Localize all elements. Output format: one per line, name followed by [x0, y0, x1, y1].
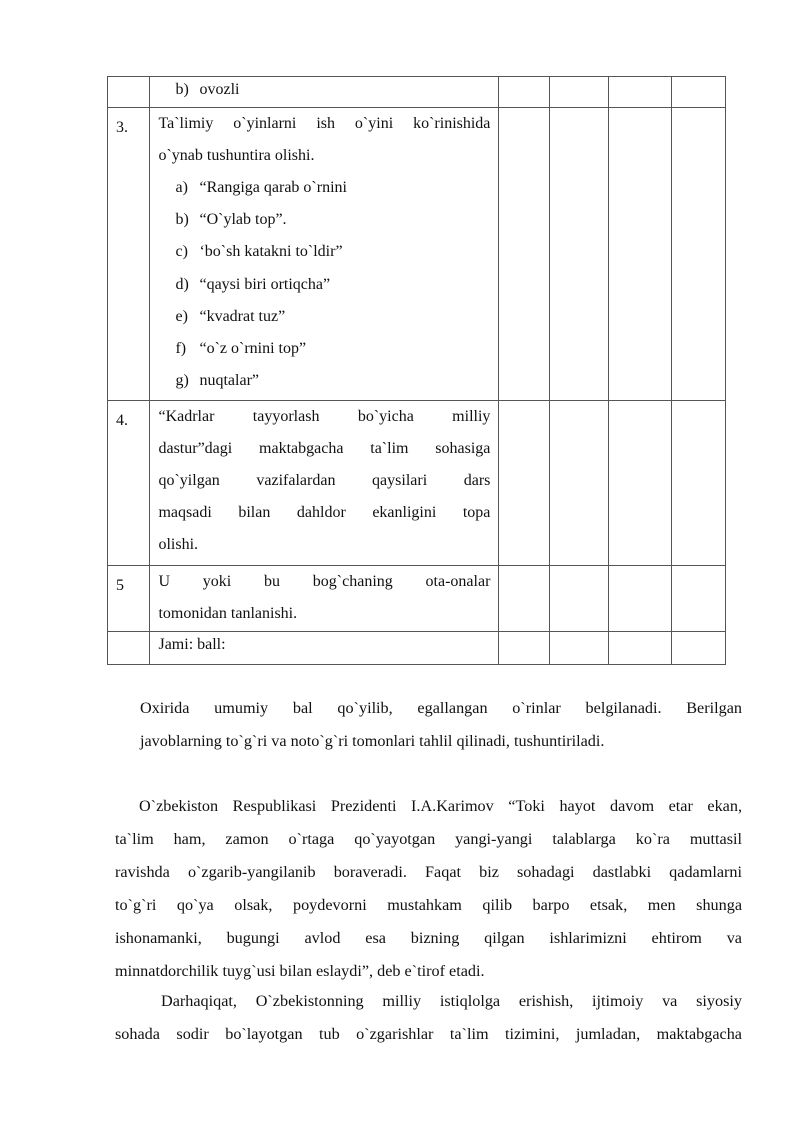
paragraph-conclusion	[140, 692, 742, 758]
score-cell	[608, 566, 672, 632]
score-cell	[672, 566, 726, 632]
option-item: e) “kvadrat tuz”	[175, 307, 286, 325]
criteria-line: dastur”dagi maktabgacha ta`lim sohasiga	[158, 440, 491, 457]
paragraph-line: minnatdorchilik tuyg`usi bilan eslaydi”, deb e`tirof etadi.	[115, 962, 485, 980]
criteria-line: tomonidan tanlanishi.	[158, 605, 298, 622]
criteria-line: Ta`limiy o`yinlarni ish o`yini ko`rinishida	[158, 115, 491, 132]
table-row	[108, 401, 726, 566]
option-letter: b)	[175, 81, 189, 98]
paragraph-line: ta`lim ham, zamon o`rtaga qo`yayotgan yangi-yangi talablarga ko`ra muttasil	[115, 830, 742, 848]
paragraph-line: Oxirida umumiy bal qo`yilib, egallangan o`rinlar belgilanadi. Berilgan	[140, 699, 742, 717]
option-text: ovozli	[199, 81, 240, 98]
criteria-line: maqsadi bilan dahldor ekanligini topa	[158, 504, 491, 521]
score-cell	[499, 108, 550, 401]
paragraph-line: ravishda o`zgarib-yangilanib boraveradi. Faqat biz sohadagi dastlabki qadamlarni	[115, 863, 742, 881]
row-number-cell: 4.	[108, 401, 150, 566]
criteria-cell	[150, 401, 499, 566]
total-cell	[150, 632, 499, 665]
paragraph-line: Darhaqiqat, O`zbekistonning milliy istiqlolga erishish, ijtimoiy va siyosiy	[161, 992, 742, 1010]
criteria-cell	[150, 77, 499, 108]
paragraph-line: O`zbekiston Respublikasi Prezidenti I.A.Karimov “Toki hayot davom etar ekan,	[139, 797, 742, 815]
evaluation-table	[107, 76, 726, 665]
score-cell	[672, 77, 726, 108]
option-item: a) “Rangiga qarab o`rnini	[175, 179, 347, 196]
score-cell	[499, 566, 550, 632]
criteria-cell	[150, 108, 499, 401]
row-number-cell	[108, 77, 150, 108]
score-cell	[549, 108, 608, 401]
total-label: Jami: ball:	[158, 636, 226, 653]
score-cell	[549, 566, 608, 632]
table-row	[108, 77, 726, 108]
score-cell	[672, 108, 726, 401]
score-cell	[608, 401, 672, 566]
score-cell	[608, 632, 672, 665]
criteria-line: U yoki bu bog`chaning ota-onalar	[158, 573, 491, 590]
row-number-cell	[108, 632, 150, 665]
paragraph-line: javoblarning to`g`ri va noto`g`ri tomonlari tahlil qilinadi, tushuntiriladi.	[140, 732, 605, 750]
option-item: d) “qaysi biri ortiqcha”	[175, 275, 331, 293]
score-cell	[672, 632, 726, 665]
paragraph-line: sohada sodir bo`layotgan tub o`zgarishlar ta`lim tizimini, jumladan, maktabgacha	[115, 1025, 742, 1043]
table-row	[108, 566, 726, 632]
option-item: f) “o`z o`rnini top”	[175, 340, 307, 358]
row-number-cell: 5	[108, 566, 150, 632]
score-cell	[608, 77, 672, 108]
score-cell	[499, 77, 550, 108]
paragraph-continuation	[115, 985, 742, 1051]
paragraph-line: ishonamanki, bugungi avlod esa bizning qilgan ishlarimizni ehtirom va	[115, 929, 742, 947]
score-cell	[499, 401, 550, 566]
score-cell	[549, 401, 608, 566]
criteria-line: “Kadrlar tayyorlash bo`yicha milliy	[158, 408, 491, 425]
paragraph-line: to`g`ri qo`ya olsak, poydevorni mustahkam qilib barpo etsak, men shunga	[115, 896, 742, 914]
criteria-line: o`ynab tushuntira olishi.	[158, 147, 315, 164]
criteria-cell	[150, 566, 499, 632]
criteria-line: qo`yilgan vazifalardan qaysilari dars	[158, 472, 491, 489]
score-cell	[672, 401, 726, 566]
score-cell	[499, 632, 550, 665]
row-number-cell: 3.	[108, 108, 150, 401]
score-cell	[549, 632, 608, 665]
criteria-line: olishi.	[158, 536, 199, 553]
score-cell	[549, 77, 608, 108]
score-cell	[608, 108, 672, 401]
option-item: c) ‘bo`sh katakni to`ldir”	[175, 243, 343, 261]
option-item: g) nuqtalar”	[175, 372, 259, 390]
table-row	[108, 108, 726, 401]
table-row-total	[108, 632, 726, 665]
paragraph-quote	[115, 790, 742, 988]
option-item: b) “O`ylab top”.	[175, 211, 287, 229]
